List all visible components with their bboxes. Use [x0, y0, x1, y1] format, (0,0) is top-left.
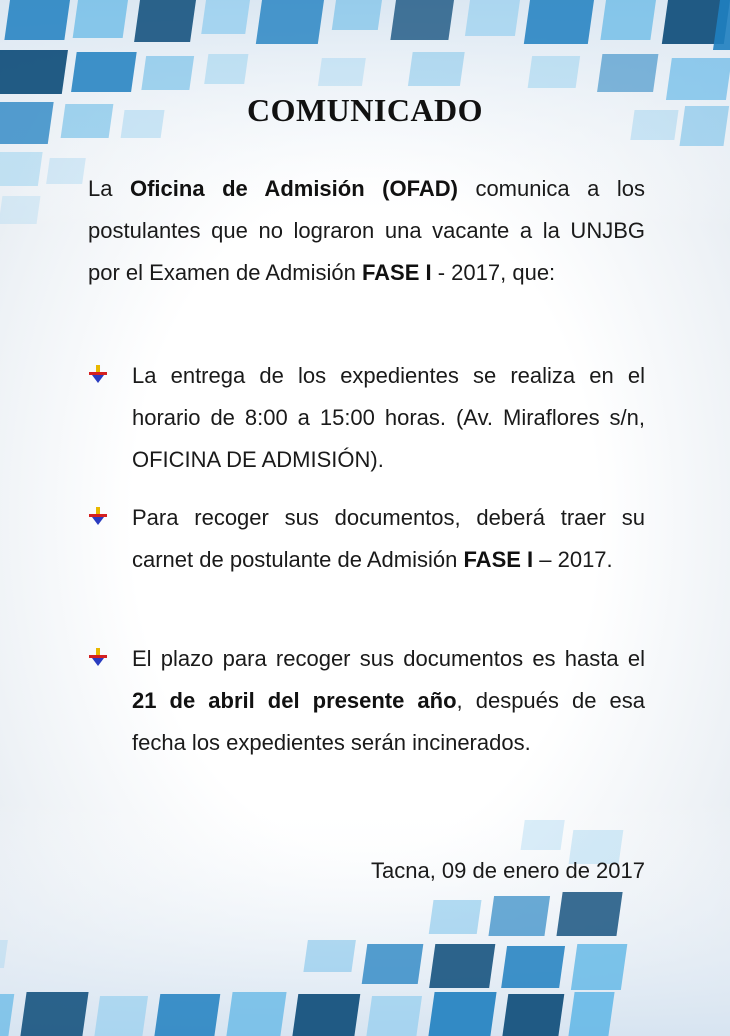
- list-item: [88, 497, 645, 581]
- bullet-3-pre: El plazo para recoger sus documentos es hasta el: [132, 646, 645, 671]
- bullet-3-text: [132, 638, 645, 764]
- bullet-3-post: , después de esa fecha los expedientes serán incinerados.: [132, 688, 645, 755]
- phase-label: FASE I: [361, 260, 432, 285]
- intro-text-post: - 2017, que:: [431, 260, 556, 285]
- arrow-down-bullet-icon: [88, 647, 108, 667]
- list-item: [88, 638, 645, 764]
- bullet-2-post: – 2017.: [533, 547, 613, 572]
- bullet-2-text: [132, 497, 645, 581]
- signature-date: Tacna, 09 de enero de 2017: [370, 858, 645, 883]
- deadline-date: 21 de abril del presente año: [132, 688, 457, 713]
- bullet-1-text: La entrega de los expedientes se realiza en el horario de 8:00 a 15:00 horas. (Av. Miraflores s/n, OFICINA DE ADMISIÓN).: [132, 363, 645, 472]
- bullet-2-pre: Para recoger sus documentos, deberá traer su carnet de postulante de Admisión: [132, 505, 645, 572]
- page-title: COMUNICADO: [246, 92, 484, 128]
- phase-label: FASE I: [463, 547, 534, 572]
- office-name: Oficina de Admisión (OFAD): [129, 176, 458, 201]
- intro-text-mid: comunica a los postulantes que no lograron una vacante a la UNJBG por el Examen de Admisión: [88, 176, 645, 285]
- arrow-down-bullet-icon: [88, 364, 108, 384]
- arrow-down-bullet-icon: [88, 506, 108, 526]
- intro-text-pre: La: [88, 176, 130, 201]
- list-item: [88, 355, 645, 481]
- intro-paragraph: [88, 168, 645, 294]
